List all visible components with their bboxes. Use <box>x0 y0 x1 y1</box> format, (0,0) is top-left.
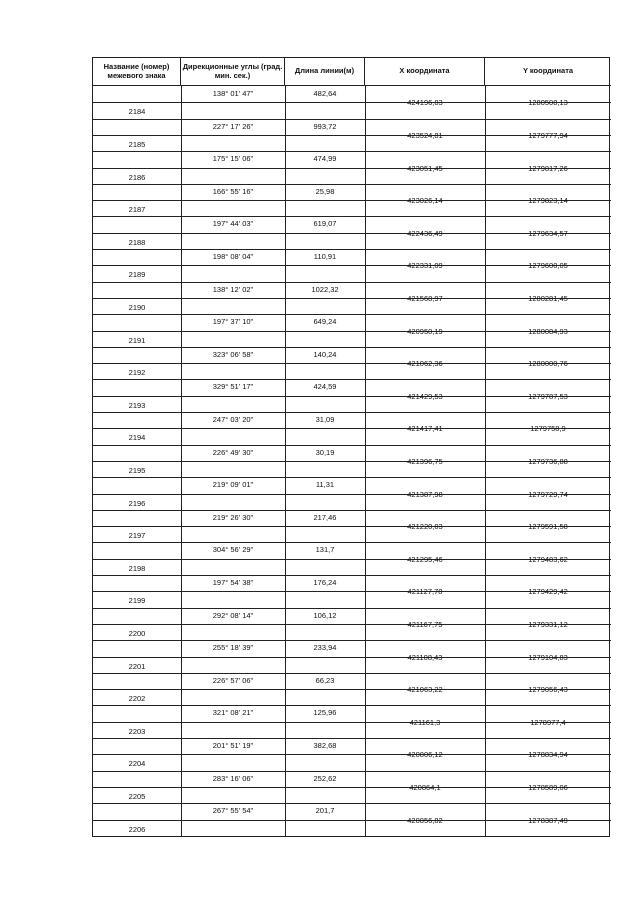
boundary-mark-number: 2185 <box>128 139 146 149</box>
y-coordinate: 1279729,74 <box>528 489 568 499</box>
line-length: 1022,32 <box>311 284 339 294</box>
boundary-mark-number: 2196 <box>128 498 146 508</box>
directional-angle: 138° 12' 02" <box>212 284 254 294</box>
boundary-mark-number: 2201 <box>128 661 146 671</box>
directional-angle: 247° 03' 20" <box>212 415 254 424</box>
x-coordinate: 421063,22 <box>407 685 443 695</box>
directional-angle: 226° 57' 06" <box>212 675 254 685</box>
x-coordinate: 420864,1 <box>409 782 441 792</box>
line-length: 649,24 <box>313 317 337 327</box>
directional-angle: 138° 01' 47" <box>212 89 254 98</box>
boundary-mark-number: 2195 <box>128 465 146 475</box>
y-coordinate: 1279483,62 <box>528 554 568 564</box>
boundary-mark-number: 2198 <box>128 563 146 573</box>
line-length: 474,99 <box>313 154 337 164</box>
directional-angle: 292° 08' 14" <box>212 610 254 620</box>
y-coordinate: 1280508,13 <box>528 98 568 108</box>
y-coordinate: 1279600,05 <box>528 261 568 271</box>
y-coordinate: 1279634,57 <box>528 228 568 238</box>
x-coordinate: 421108,43 <box>407 652 443 662</box>
boundary-mark-number: 2191 <box>128 335 146 345</box>
line-length: 131,7 <box>315 545 335 555</box>
line-length: 140,24 <box>313 349 337 359</box>
y-coordinate: 1279736,88 <box>528 456 568 466</box>
directional-angle: 197° 37' 10" <box>212 317 254 327</box>
directional-angle: 255° 18' 39" <box>212 643 254 653</box>
x-coordinate: 421429,53 <box>407 391 443 401</box>
boundary-mark-number: 2192 <box>128 368 146 378</box>
x-coordinate: 422436,49 <box>407 228 443 238</box>
y-coordinate: 1279758,9 <box>530 424 566 434</box>
x-coordinate: 423026,14 <box>407 196 443 206</box>
x-coordinate: 423051,45 <box>407 163 443 173</box>
line-length: 201,7 <box>315 806 335 816</box>
y-coordinate: 1279056,43 <box>528 685 568 695</box>
header-length: Длина линии(м) <box>285 58 365 86</box>
boundary-mark-number: 2204 <box>128 759 146 769</box>
y-coordinate: 1280281,45 <box>528 293 568 303</box>
y-coordinate: 1280000,76 <box>528 359 568 369</box>
boundary-mark-number: 2189 <box>128 270 146 280</box>
x-coordinate: 423524,81 <box>407 130 443 140</box>
directional-angle: 219° 26' 30" <box>212 512 254 522</box>
x-coordinate: 421396,75 <box>407 456 443 466</box>
boundary-mark-number: 2206 <box>128 824 146 834</box>
x-coordinate: 421295,46 <box>407 554 443 564</box>
directional-angle: 201° 51' 19" <box>212 741 254 750</box>
y-coordinate: 1279591,58 <box>528 522 568 532</box>
directional-angle: 329° 51' 17" <box>212 382 254 392</box>
boundary-mark-number: 2194 <box>128 433 146 443</box>
header-x: X координата <box>365 58 485 86</box>
directional-angle: 175° 15' 06" <box>212 154 254 164</box>
line-length: 30,19 <box>315 447 335 457</box>
boundary-mark-number: 2205 <box>128 791 146 801</box>
x-coordinate: 420806,12 <box>407 750 443 760</box>
y-coordinate: 1279817,26 <box>528 163 568 173</box>
line-length: 125,96 <box>313 708 337 718</box>
directional-angle: 321° 08' 21" <box>212 708 254 718</box>
line-length: 31,09 <box>315 415 335 424</box>
y-coordinate: 1278387,49 <box>528 815 568 825</box>
line-length: 11,31 <box>315 480 335 490</box>
y-coordinate: 1278977,4 <box>530 717 566 727</box>
boundary-mark-number: 2200 <box>128 628 146 638</box>
boundary-mark-number: 2190 <box>128 302 146 312</box>
coordinates-table <box>92 57 610 837</box>
y-coordinate: 1279331,12 <box>528 619 568 629</box>
x-coordinate: 421387,98 <box>407 489 443 499</box>
directional-angle: 283° 16' 06" <box>212 773 254 783</box>
y-coordinate: 1279104,83 <box>528 652 568 662</box>
directional-angle: 197° 54' 38" <box>212 578 254 587</box>
directional-angle: 166° 55' 16" <box>212 186 254 196</box>
line-length: 424,59 <box>313 382 337 392</box>
x-coordinate: 421417,41 <box>407 424 443 434</box>
x-coordinate: 420856,82 <box>407 815 443 825</box>
x-coordinate: 420950,19 <box>407 326 443 336</box>
directional-angle: 226° 49' 30" <box>212 447 254 457</box>
boundary-mark-number: 2203 <box>128 726 146 736</box>
header-name: Название (номер) межевого знака <box>93 58 181 86</box>
y-coordinate: 1278589,06 <box>528 782 568 792</box>
boundary-mark-number: 2186 <box>128 172 146 182</box>
directional-angle: 304° 56' 29" <box>212 545 254 555</box>
line-length: 252,62 <box>313 773 337 783</box>
x-coordinate: 421062,36 <box>407 359 443 369</box>
line-length: 106,12 <box>313 610 337 620</box>
line-length: 25,98 <box>315 186 335 196</box>
boundary-mark-number: 2187 <box>128 205 146 215</box>
directional-angle: 227° 17' 26" <box>212 121 254 131</box>
x-coordinate: 421568,97 <box>407 293 443 303</box>
line-length: 619,07 <box>313 219 337 229</box>
boundary-mark-number: 2193 <box>128 400 146 410</box>
boundary-mark-number: 2202 <box>128 694 146 704</box>
boundary-mark-number: 2197 <box>128 531 146 541</box>
line-length: 217,46 <box>313 512 337 522</box>
header-y: Y координата <box>485 58 611 86</box>
boundary-mark-number: 2188 <box>128 237 146 247</box>
y-coordinate: 1279777,94 <box>528 130 568 140</box>
directional-angle: 219° 09' 01" <box>212 480 254 490</box>
line-length: 482,64 <box>313 89 337 98</box>
x-coordinate: 424196,83 <box>407 98 443 108</box>
boundary-mark-number: 2184 <box>128 107 146 117</box>
y-coordinate: 1278834,94 <box>528 750 568 760</box>
x-coordinate: 421220,03 <box>407 522 443 532</box>
x-coordinate: 421127,78 <box>407 587 443 597</box>
y-coordinate: 1279823,14 <box>528 196 568 206</box>
directional-angle: 198° 08' 04" <box>212 252 254 261</box>
x-coordinate: 422331,09 <box>407 261 443 271</box>
x-coordinate: 421167,75 <box>407 619 443 629</box>
directional-angle: 267° 55' 54" <box>212 806 254 816</box>
directional-angle: 197° 44' 03" <box>212 219 254 229</box>
x-coordinate: 421161,3 <box>409 717 441 727</box>
line-length: 993,72 <box>313 121 337 131</box>
line-length: 233,94 <box>313 643 337 653</box>
line-length: 382,68 <box>313 741 337 750</box>
boundary-mark-number: 2199 <box>128 596 146 606</box>
line-length: 176,24 <box>313 578 337 587</box>
y-coordinate: 1279787,53 <box>528 391 568 401</box>
y-coordinate: 1279429,42 <box>528 587 568 597</box>
y-coordinate: 1280084,93 <box>528 326 568 336</box>
directional-angle: 323° 06' 58" <box>212 349 254 359</box>
line-length: 66,23 <box>315 675 335 685</box>
line-length: 110,91 <box>313 252 337 261</box>
header-angle: Дирекционные углы (град. мин. сек.) <box>181 58 285 86</box>
